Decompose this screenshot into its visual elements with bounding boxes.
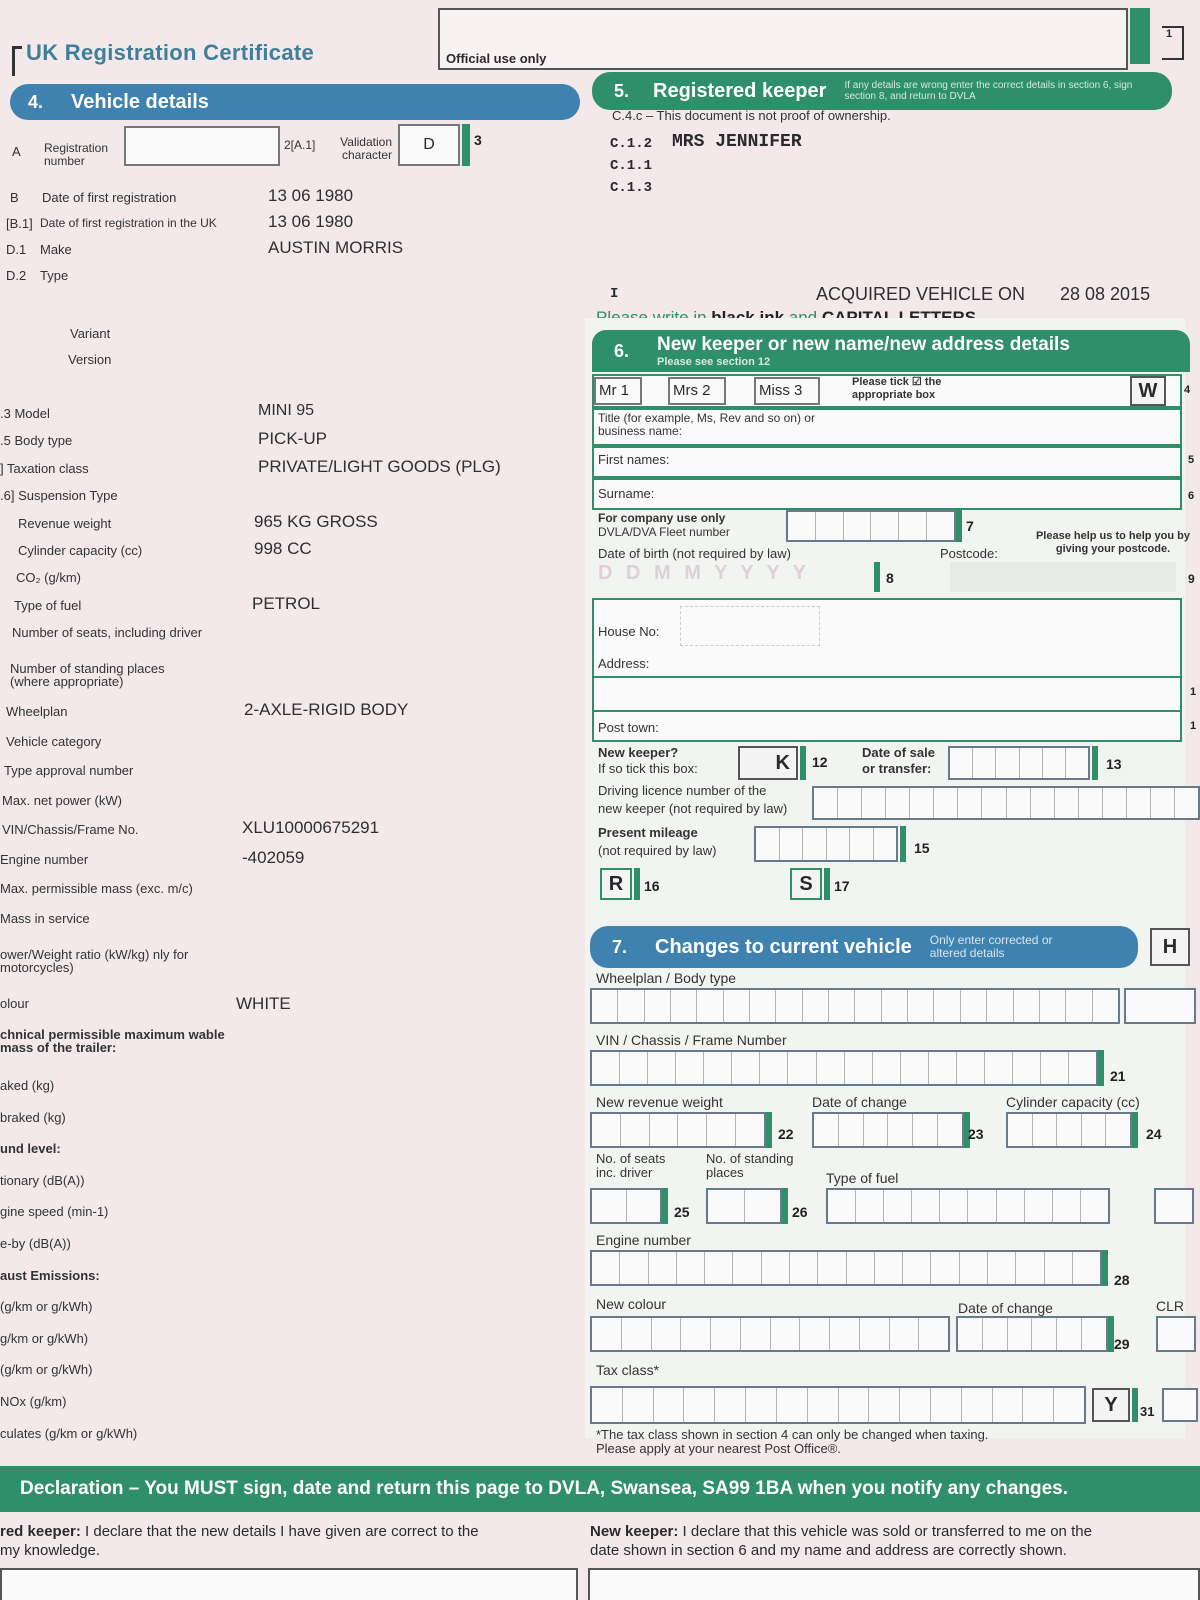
- new-keeper-a: New keeper?: [598, 745, 679, 760]
- company-label-a: For company use only: [598, 511, 726, 525]
- mrs-option[interactable]: [668, 377, 726, 405]
- row-value: MINI 95: [258, 402, 315, 419]
- address-num: 1: [1190, 686, 1197, 698]
- c11-label: C.1.1: [610, 158, 653, 174]
- seats-a: No. of seats: [596, 1151, 666, 1166]
- mileage-num: 15: [914, 840, 930, 856]
- fleet-bar: [956, 510, 962, 542]
- row-label: Number of seats, including driver: [12, 625, 203, 641]
- k-num: 12: [812, 754, 828, 770]
- page-number: 1: [1162, 26, 1184, 60]
- row-label: ] Taxation class: [0, 460, 89, 476]
- fleet-number-field[interactable]: [786, 510, 956, 542]
- decl-left-text: I declare that the new details I have given are correct to the: [80, 1523, 479, 1540]
- seats-field[interactable]: [590, 1188, 662, 1224]
- r-num: 16: [644, 878, 660, 894]
- row-label: Revenue weight: [18, 515, 112, 531]
- row-label: Type of fuel: [14, 597, 82, 613]
- y-box: [1092, 1388, 1130, 1422]
- help-note: Please help us to help you by giving your postcode.: [1035, 530, 1191, 555]
- fuel-label: Type of fuel: [826, 1170, 899, 1186]
- revenue-bar: [766, 1112, 772, 1148]
- date-sale-b: or transfer:: [862, 761, 932, 776]
- section5-header: [592, 72, 1172, 110]
- y-bar: [1132, 1388, 1138, 1422]
- wheelplan-label: Wheelplan / Body type: [596, 970, 737, 986]
- section6-title-group: [657, 334, 1070, 368]
- miss-option[interactable]: [754, 377, 820, 405]
- row-label: aked (kg): [0, 1078, 55, 1093]
- surname-num: 6: [1188, 490, 1195, 502]
- row-label: und level:: [0, 1141, 61, 1157]
- post-town-label: Post town:: [598, 720, 659, 735]
- row-value: AUSTIN MORRIS: [268, 238, 404, 257]
- k-bar: [800, 746, 806, 780]
- seats-b: inc. driver: [596, 1165, 653, 1180]
- s-num: 17: [834, 878, 850, 894]
- row-value: -402059: [242, 847, 305, 867]
- new-keeper-tick[interactable]: [738, 746, 798, 780]
- dob-field[interactable]: [598, 562, 870, 592]
- w-letter: W: [1138, 379, 1158, 402]
- section7-note: Only enter corrected or altered details: [929, 933, 1053, 960]
- date-sale-num: 13: [1106, 756, 1122, 772]
- fuel-code-field[interactable]: [1154, 1188, 1194, 1224]
- cylinder-bar: [1132, 1112, 1138, 1148]
- standing-bar: [782, 1188, 788, 1224]
- r-box: [600, 868, 632, 900]
- h-letter: H: [1162, 935, 1178, 958]
- title-bracket: [12, 46, 22, 76]
- wheelplan-field-extra[interactable]: [1124, 988, 1196, 1024]
- row-code: B: [10, 190, 19, 205]
- revenue-field[interactable]: [590, 1112, 766, 1148]
- version-label: Version: [68, 352, 112, 367]
- declaration-right: [590, 1522, 1200, 1560]
- row-label: gine speed (min-1): [0, 1204, 109, 1220]
- engine-field[interactable]: [590, 1250, 1102, 1286]
- row-label: Wheelplan: [6, 704, 68, 719]
- row-label: Date of first registration: [42, 190, 177, 205]
- r-letter: R: [608, 872, 624, 895]
- colour-label: olour: [0, 996, 29, 1011]
- post-town-num: 1: [1190, 720, 1197, 732]
- keeper-name: MRS JENNIFER: [672, 132, 802, 152]
- licence-a: Driving licence number of the: [598, 783, 767, 798]
- date-change-num: 23: [968, 1126, 984, 1142]
- mileage-bar: [900, 826, 906, 862]
- standing-a: No. of standing: [706, 1151, 794, 1166]
- licence-field[interactable]: [812, 786, 1200, 820]
- standing-num: 26: [792, 1204, 808, 1220]
- decl-left-text2: my knowledge.: [0, 1542, 101, 1559]
- clr-label: CLR: [1156, 1298, 1185, 1314]
- colour-change-label: New colour: [596, 1296, 667, 1312]
- colour-num: 29: [1114, 1336, 1130, 1352]
- k-letter: K: [775, 751, 790, 774]
- reg-ref: 2[A.1]: [284, 138, 316, 152]
- section7-number: 7.: [612, 936, 628, 957]
- h-box: [1150, 928, 1190, 966]
- s-box: [790, 868, 822, 900]
- first-names-label: First names:: [598, 452, 670, 467]
- c13-label: C.1.3: [610, 180, 653, 196]
- house-no-field[interactable]: [680, 606, 820, 646]
- decl-left-bold: red keeper:: [0, 1523, 81, 1540]
- date-sale-bar: [1092, 746, 1098, 780]
- address-line-1[interactable]: [594, 676, 1180, 710]
- dob-bar: [874, 562, 880, 592]
- fuel-field[interactable]: [826, 1188, 1110, 1224]
- row-label: CO₂ (g/km): [16, 570, 81, 586]
- tax-class-field[interactable]: [590, 1386, 1086, 1424]
- standing-places-label: Number of standing places (where appropriate): [10, 661, 165, 689]
- row-label: Max. permissible mass (exc. m/c): [0, 881, 193, 896]
- row-value: 13 06 1980: [268, 186, 354, 205]
- reg-code: A: [12, 144, 21, 159]
- y-num: 31: [1140, 1404, 1155, 1419]
- y-letter: Y: [1104, 1393, 1118, 1416]
- variant-label: Variant: [70, 326, 111, 341]
- power-weight-label: ower/Weight ratio (kW/kg) nly for motorcycles): [0, 947, 189, 975]
- validation-label: Validation character: [340, 135, 392, 162]
- row-label: VIN/Chassis/Frame No.: [2, 822, 139, 837]
- row-label: Type approval number: [4, 763, 134, 778]
- surname-field[interactable]: [592, 478, 1182, 510]
- page-title: UK Registration Certificate: [26, 40, 315, 65]
- row-value: XLU10000675291: [242, 818, 380, 837]
- row-label: aust Emissions:: [0, 1267, 100, 1283]
- w-num: 4: [1184, 384, 1191, 396]
- clr-field[interactable]: [1156, 1316, 1196, 1352]
- new-keeper-b: If so tick this box:: [598, 761, 698, 776]
- proof-note: C.4.c – This document is not proof of ownership.: [612, 108, 891, 123]
- decl-right-text: I declare that this vehicle was sold or transferred to me on the: [678, 1523, 1092, 1540]
- row-label: e-by (dB(A)): [0, 1235, 71, 1251]
- tax-note-a: *The tax class shown in section 4 can only be changed when taxing.: [596, 1427, 989, 1442]
- section6-number: 6.: [614, 340, 630, 361]
- row-label: Vehicle category: [6, 733, 102, 749]
- section4-title: Vehicle details: [71, 90, 209, 113]
- vin-field[interactable]: [590, 1050, 1098, 1086]
- row-label: .6] Suspension Type: [0, 488, 118, 504]
- tax-note-b: Please apply at your nearest Post Office®.: [596, 1441, 841, 1456]
- mrs-num: 2: [702, 382, 711, 399]
- row-label: braked (kg): [0, 1109, 66, 1125]
- r-bar: [634, 868, 640, 900]
- row-label: g/km or g/kWh): [0, 1330, 89, 1346]
- row-code: D.1: [6, 242, 27, 257]
- row-code: [B.1]: [6, 216, 33, 231]
- declaration-left: [0, 1522, 575, 1560]
- i-label: I: [610, 286, 619, 302]
- row-value: 13 06 1980: [268, 212, 354, 231]
- cylinder-num: 24: [1146, 1126, 1162, 1142]
- row-value: 998 CC: [254, 538, 312, 558]
- mr-label: Mr: [599, 382, 617, 399]
- colour-value: WHITE: [236, 994, 291, 1013]
- section6-subtitle: Please see section 12: [657, 356, 771, 368]
- wheelplan-field[interactable]: [590, 988, 1120, 1024]
- miss-num: 3: [794, 382, 803, 399]
- validation-character-box: [398, 124, 460, 166]
- tick-note: Please tick ☑ the appropriate box: [852, 376, 942, 401]
- cylinder-field[interactable]: [1006, 1112, 1132, 1148]
- section5-title: Registered keeper: [653, 79, 827, 102]
- mrs-label: Mrs: [673, 382, 698, 399]
- reg-label: Registration number: [44, 141, 109, 168]
- validation-value: D: [423, 136, 435, 153]
- row-label: Make: [40, 242, 72, 257]
- row-label: .3 Model: [0, 406, 50, 421]
- row-value: 965 KG GROSS: [254, 511, 378, 531]
- date-change-label: Date of change: [812, 1094, 907, 1110]
- mileage-field[interactable]: [754, 826, 898, 862]
- standing-b: places: [706, 1165, 744, 1180]
- date-change2-label: Date of change: [958, 1300, 1053, 1316]
- vin-num: 21: [1110, 1068, 1126, 1084]
- mileage-b: (not required by law): [598, 843, 717, 858]
- engine-bar: [1102, 1250, 1108, 1286]
- vin-bar: [1098, 1050, 1104, 1086]
- row-label: Max. net power (kW): [2, 792, 122, 808]
- s-letter: S: [799, 872, 813, 895]
- row-label: tionary (dB(A)): [0, 1172, 85, 1188]
- date-change-field[interactable]: [812, 1112, 964, 1148]
- validation-bar: [462, 124, 470, 166]
- section5-note: If any details are wrong enter the correct details in section 6, sign section 8, and return to DVLA: [844, 80, 1133, 102]
- fleet-num: 7: [966, 518, 974, 534]
- section6-title: New keeper or new name/new address details: [657, 334, 1070, 355]
- declaration-banner: [0, 1466, 1200, 1512]
- registration-number-field[interactable]: [124, 126, 280, 166]
- row-label: Mass in service: [0, 910, 90, 926]
- official-use-box: [438, 8, 1128, 70]
- mr-num: 1: [620, 382, 630, 399]
- date-sale-field[interactable]: [948, 746, 1090, 780]
- dob-num: 8: [886, 570, 894, 586]
- row-label: .5 Body type: [0, 433, 73, 449]
- corner-marker: [1130, 8, 1150, 64]
- colour-field[interactable]: [590, 1316, 950, 1352]
- section7-title: Changes to current vehicle: [655, 935, 912, 958]
- first-names-num: 5: [1188, 454, 1195, 466]
- row-label: culates (g/km or g/kWh): [0, 1425, 138, 1441]
- postcode-num: 9: [1188, 572, 1195, 586]
- mileage-a: Present mileage: [598, 825, 698, 840]
- miss-label: Miss: [759, 382, 790, 399]
- row-code: D.2: [6, 268, 27, 283]
- signature-box-left[interactable]: [0, 1568, 578, 1600]
- row-value: PETROL: [252, 593, 321, 613]
- house-no-label: House No:: [598, 624, 660, 639]
- signature-box-right[interactable]: [588, 1568, 1200, 1600]
- revenue-label: New revenue weight: [596, 1094, 723, 1110]
- row-value: 2-AXLE-RIGID BODY: [244, 700, 409, 719]
- cylinder-label: Cylinder capacity (cc): [1006, 1094, 1140, 1110]
- validation-num: 3: [474, 132, 482, 148]
- declaration-title: Declaration – You MUST sign, date and return this page to DVLA, Swansea, SA99 1BA when you notify any changes.: [20, 1478, 1069, 1499]
- title-field-label: Title (for example, Ms, Rev and so on) or business name:: [598, 411, 815, 438]
- mr-option[interactable]: [594, 377, 642, 405]
- row-label: NOx (g/km): [0, 1393, 67, 1409]
- engine-num: 28: [1114, 1272, 1130, 1288]
- trailer-label: chnical permissible maximum wable mass of the trailer:: [0, 1027, 225, 1055]
- row-label: Engine number: [0, 851, 89, 867]
- row-label: Cylinder capacity (cc): [18, 542, 143, 558]
- colour-date-field[interactable]: [956, 1316, 1108, 1352]
- row-label: (g/km or g/kWh): [0, 1299, 93, 1315]
- seats-num: 25: [674, 1204, 690, 1220]
- standing-field[interactable]: [706, 1188, 782, 1224]
- official-use-label: Official use only: [446, 51, 547, 66]
- licence-b: new keeper (not required by law): [598, 801, 788, 816]
- row-label: (g/km or g/kWh): [0, 1362, 93, 1378]
- s-bar: [824, 868, 830, 900]
- tax-class-label: Tax class*: [596, 1362, 660, 1378]
- w-box: [1130, 376, 1166, 406]
- section5-number: 5.: [614, 80, 630, 101]
- postcode-label: Postcode:: [940, 546, 998, 561]
- row-value: PRIVATE/LIGHT GOODS (PLG): [258, 456, 501, 476]
- acquired-date: 28 08 2015: [1060, 284, 1151, 304]
- surname-label: Surname:: [598, 486, 655, 501]
- c12-label: C.1.2: [610, 136, 653, 152]
- rows-block-4: [0, 1078, 137, 1457]
- date-sale-a: Date of sale: [862, 745, 935, 760]
- post-town-field[interactable]: [594, 710, 1180, 740]
- section6-header: [592, 330, 1190, 372]
- row-value: PICK-UP: [258, 429, 327, 449]
- tax-extra-field[interactable]: [1162, 1388, 1198, 1422]
- dob-placeholder: D D M M Y Y Y Y: [598, 562, 810, 584]
- decl-right-bold: New keeper:: [590, 1523, 679, 1540]
- postcode-field[interactable]: [950, 562, 1176, 592]
- company-label-b: DVLA/DVA Fleet number: [598, 525, 730, 539]
- address-label: Address:: [598, 656, 650, 671]
- section4-number: 4.: [28, 91, 44, 112]
- seats-bar: [662, 1188, 668, 1224]
- acquired-label: ACQUIRED VEHICLE ON: [816, 284, 1026, 304]
- section4-header: [10, 84, 580, 120]
- engine-label: Engine number: [596, 1232, 691, 1248]
- dob-label: Date of birth (not required by law): [598, 546, 791, 561]
- first-names-field[interactable]: [592, 446, 1182, 478]
- row-label: Date of first registration in the UK: [40, 216, 217, 230]
- row-label: Type: [40, 268, 69, 283]
- section7-header: [590, 926, 1138, 968]
- revenue-num: 22: [778, 1126, 794, 1142]
- vin-label: VIN / Chassis / Frame Number: [596, 1032, 787, 1048]
- decl-right-text2: date shown in section 6 and my name and address are correctly shown.: [590, 1542, 1067, 1559]
